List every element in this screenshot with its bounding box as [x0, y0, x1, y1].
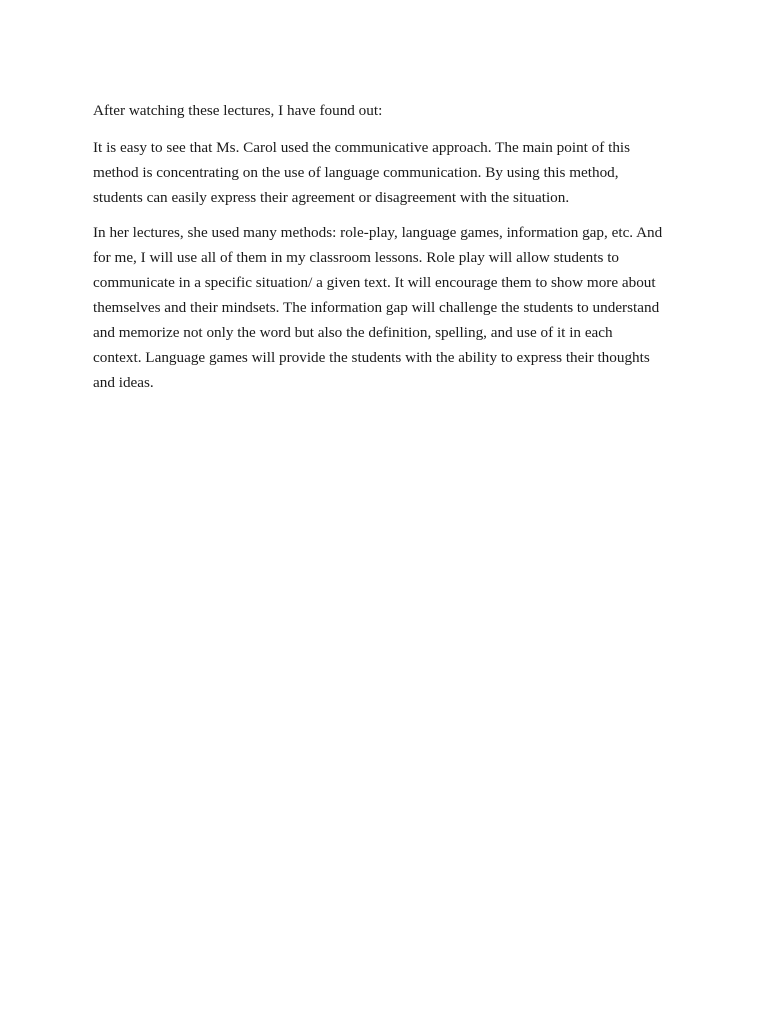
paragraph-line: themselves and their mindsets. The information gap will challenge the students to understand [93, 299, 660, 316]
document-body [93, 98, 678, 405]
paragraph-line: method is concentrating on the use of language communication. By using this method, [93, 164, 619, 181]
paragraph-2 [93, 220, 678, 395]
intro-line: After watching these lectures, I have found out: [93, 102, 383, 119]
paragraph-line: context. Language games will provide the students with the ability to express their thoughts [93, 349, 650, 366]
paragraph-line: and memorize not only the word but also the definition, spelling, and use of it in each [93, 324, 613, 341]
paragraph-line: communicate in a specific situation/ a given text. It will encourage them to show more about [93, 274, 656, 291]
paragraph-line: and ideas. [93, 374, 154, 391]
paragraph-line: students can easily express their agreement or disagreement with the situation. [93, 189, 570, 206]
paragraph-line: It is easy to see that Ms. Carol used the communicative approach. The main point of this [93, 139, 631, 156]
paragraph-1 [93, 135, 678, 210]
paragraph-line: for me, I will use all of them in my classroom lessons. Role play will allow students to [93, 249, 620, 266]
paragraph-line: In her lectures, she used many methods: role-play, language games, information gap, etc. And [93, 224, 663, 241]
intro-sentence [93, 98, 678, 123]
